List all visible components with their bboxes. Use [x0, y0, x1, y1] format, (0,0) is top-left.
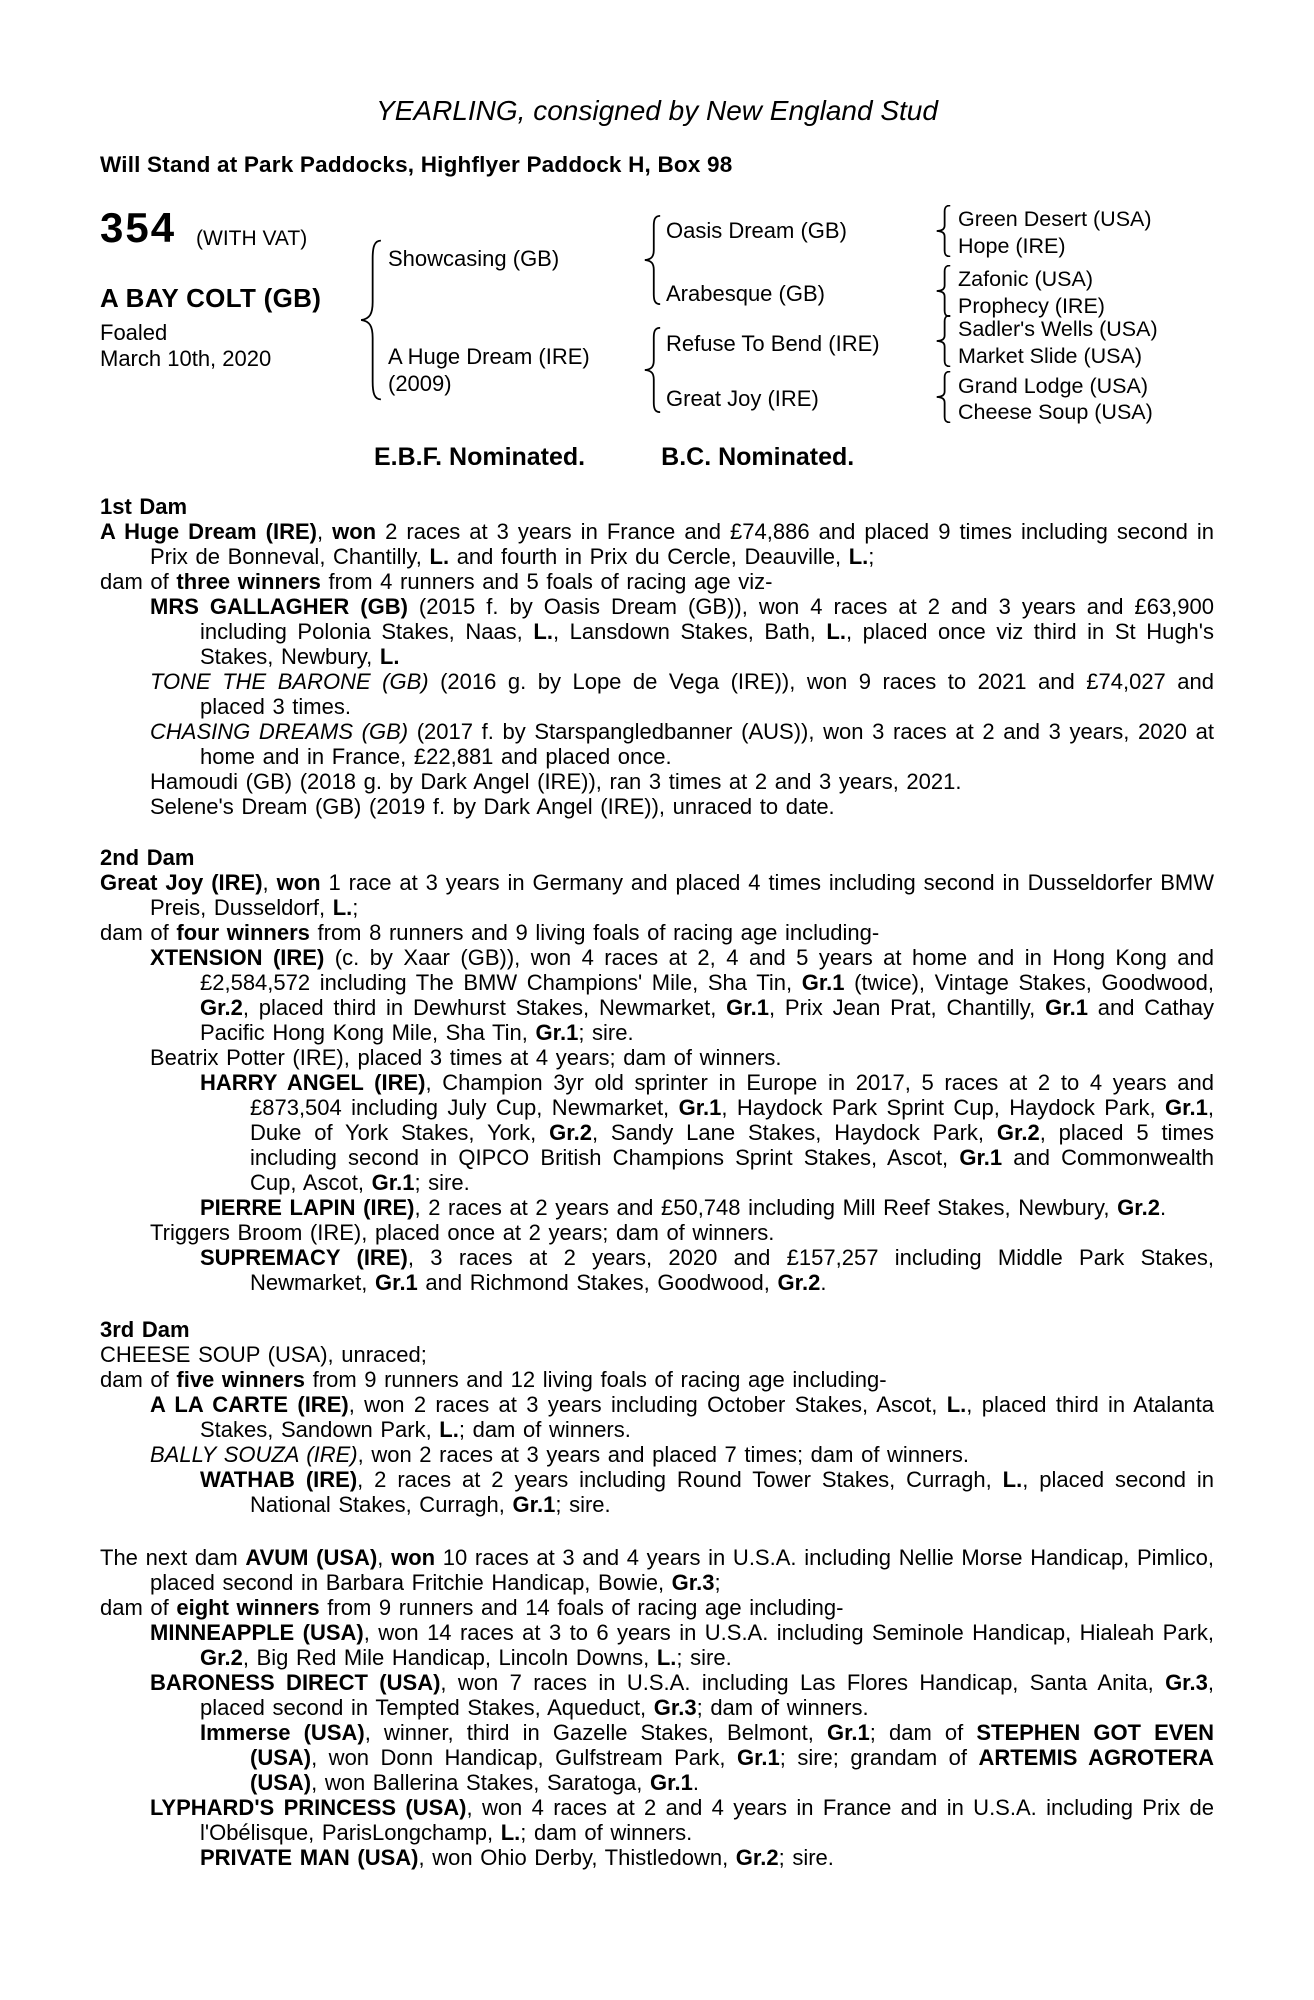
pedigree-paragraph: BALLY SOUZA (IRE), won 2 races at 3 years and placed 7 times; dam of winners. [150, 1442, 969, 1467]
section-heading: 2nd Dam [100, 845, 195, 870]
pedigree-paragraph: Immerse (USA), winner, third in Gazelle Stakes, Belmont, Gr.1; dam of STEPHEN GOT EVEN (USA), won Donn Handicap, Gulfstream Park, Gr.1; sire; grandam of ARTEMIS AGROTERA (USA), won Ballerina Stakes, Saratoga, Gr.1. [200, 1720, 1215, 1795]
pedigree-paragraph: HARRY ANGEL (IRE), Champion 3yr old sprinter in Europe in 2017, 5 races at 2 to 4 years and £873,504 including July Cup, Newmarket, Gr.1, Haydock Park Sprint Cup, Haydock Park, Gr.1, Duke of York Stakes, York, Gr.2, Sandy Lane Stakes, Haydock Park, Gr.2, placed 5 times including second in QIPCO British Champions Sprint Stakes, Ascot, Gr.1 and Commonwealth Cup, Ascot, Gr.1; sire. [200, 1070, 1215, 1195]
pedigree-great-grandsire: Grand Lodge (USA) [958, 374, 1149, 398]
pedigree-brace-icon [936, 265, 951, 317]
pedigree-paragraph: dam of eight winners from 9 runners and 14 foals of racing age including- [100, 1595, 844, 1620]
pedigree-paragraph: PRIVATE MAN (USA), won Ohio Derby, Thistledown, Gr.2; sire. [200, 1845, 834, 1870]
section-2nd-dam [100, 845, 1214, 1295]
vat-note: (WITH VAT) [196, 227, 308, 250]
pedigree-great-granddam: Hope (IRE) [958, 234, 1066, 258]
pedigree-sire-sire: Oasis Dream (GB) [666, 218, 847, 243]
foaled-date: March 10th, 2020 [100, 346, 272, 371]
pedigree-paragraph: dam of four winners from 8 runners and 9 living foals of racing age including- [100, 920, 880, 945]
section-heading: 3rd Dam [100, 1317, 190, 1342]
bc-nomination: B.C. Nominated. [661, 443, 855, 471]
pedigree-paragraph: Hamoudi (GB) (2018 g. by Dark Angel (IRE)), ran 3 times at 2 and 3 years, 2021. [150, 769, 962, 794]
pedigree-great-granddam: Prophecy (IRE) [958, 294, 1105, 318]
lot-description: A BAY COLT (GB) [100, 283, 322, 313]
pedigree-table [100, 203, 1214, 431]
pedigree-paragraph: Beatrix Potter (IRE), placed 3 times at 4 years; dam of winners. [150, 1045, 782, 1070]
pedigree-paragraph: Selene's Dream (GB) (2019 f. by Dark Angel (IRE)), unraced to date. [150, 794, 835, 819]
pedigree-brace-icon [644, 215, 661, 305]
pedigree-dam [388, 343, 590, 397]
pedigree-great-grandsire: Green Desert (USA) [958, 207, 1152, 231]
pedigree-paragraph: The next dam AVUM (USA), won 10 races at 3 and 4 years in U.S.A. including Nellie Morse Handicap, Pimlico, placed second in Barbara Fritchie Handicap, Bowie, Gr.3; [100, 1545, 1214, 1595]
page-title: YEARLING, consigned by New England Stud [376, 95, 938, 126]
catalogue-text [100, 494, 1214, 1870]
pedigree-paragraph: LYPHARD'S PRINCESS (USA), won 4 races at 2 and 4 years in France and in U.S.A. including Prix de l'Obélisque, ParisLongchamp, L.; dam of winners. [150, 1795, 1214, 1845]
pedigree-dam-name: A Huge Dream (IRE) [388, 344, 590, 369]
pedigree-brace-icon [936, 205, 951, 257]
pedigree-sire: Showcasing (GB) [388, 246, 560, 271]
pedigree-paragraph: dam of five winners from 9 runners and 12 living foals of racing age including- [100, 1367, 887, 1392]
pedigree-paragraph: Great Joy (IRE), won 1 race at 3 years in Germany and placed 4 times including second in Dusseldorfer BMW Preis, Dusseldorf, L.; [100, 870, 1214, 920]
section-heading: 1st Dam [100, 494, 188, 519]
pedigree-great-granddam: Market Slide (USA) [958, 344, 1142, 368]
pedigree-paragraph: WATHAB (IRE), 2 races at 2 years including Round Tower Stakes, Curragh, L., placed second in National Stakes, Curragh, Gr.1; sire. [200, 1467, 1214, 1517]
pedigree-paragraph: A Huge Dream (IRE), won 2 races at 3 years in France and £74,886 and placed 9 times including second in Prix de Bonneval, Chantilly, L. and fourth in Prix du Cercle, Deauville, L.; [100, 519, 1214, 569]
section-next-dam [100, 1545, 1214, 1870]
pedigree-paragraph: MRS GALLAGHER (GB) (2015 f. by Oasis Dream (GB)), won 4 races at 2 and 3 years and £63,900 including Polonia Stakes, Naas, L., Lansdown Stakes, Bath, L., placed once viz third in St Hugh's Stakes, Newbury, L. [150, 594, 1214, 669]
pedigree-paragraph: TONE THE BARONE (GB) (2016 g. by Lope de Vega (IRE)), won 9 races to 2021 and £74,027 and placed 3 times. [150, 669, 1214, 719]
pedigree-paragraph: CHASING DREAMS (GB) (2017 f. by Starspangledbanner (AUS)), won 3 races at 2 and 3 years, 2020 at home and in France, £22,881 and placed once. [150, 719, 1214, 769]
pedigree-dam-dam: Great Joy (IRE) [666, 386, 819, 411]
section-1st-dam [100, 494, 1214, 819]
stand-location: Will Stand at Park Paddocks, Highflyer Paddock H, Box 98 [100, 152, 733, 177]
pedigree-brace-icon [936, 315, 951, 367]
pedigree-paragraph: dam of three winners from 4 runners and 5 foals of racing age viz- [100, 569, 773, 594]
pedigree-brace-icon [360, 239, 382, 401]
pedigree-paragraph: CHEESE SOUP (USA), unraced; [100, 1342, 427, 1367]
section-3rd-dam [100, 1317, 1214, 1517]
pedigree-great-grandsire: Sadler's Wells (USA) [958, 317, 1158, 341]
pedigree-paragraph: XTENSION (IRE) (c. by Xaar (GB)), won 4 races at 2, 4 and 5 years at home and in Hong Kong and £2,584,572 including The BMW Champions' Mile, Sha Tin, Gr.1 (twice), Vintage Stakes, Goodwood, Gr.2, placed third in Dewhurst Stakes, Newmarket, Gr.1, Prix Jean Prat, Chantilly, Gr.1 and Cathay Pacific Hong Kong Mile, Sha Tin, Gr.1; sire. [150, 945, 1215, 1045]
pedigree-paragraph: PIERRE LAPIN (IRE), 2 races at 2 years and £50,748 including Mill Reef Stakes, Newbury, Gr.2. [200, 1195, 1167, 1220]
pedigree-paragraph: SUPREMACY (IRE), 3 races at 2 years, 2020 and £157,257 including Middle Park Stakes, Newmarket, Gr.1 and Richmond Stakes, Goodwood, Gr.2. [200, 1245, 1214, 1295]
pedigree-paragraph: MINNEAPPLE (USA), won 14 races at 3 to 6 years in U.S.A. including Seminole Handicap, Hialeah Park, Gr.2, Big Red Mile Handicap, Lincoln Downs, L.; sire. [150, 1620, 1215, 1670]
pedigree-great-grandsire: Zafonic (USA) [958, 267, 1094, 291]
pedigree-paragraph: A LA CARTE (IRE), won 2 races at 3 years including October Stakes, Ascot, L., placed third in Atalanta Stakes, Sandown Park, L.; dam of winners. [150, 1392, 1214, 1442]
pedigree-brace-icon [644, 327, 661, 413]
lot-number: 354 [100, 204, 177, 251]
nominations [100, 443, 1214, 472]
pedigree-paragraph: Triggers Broom (IRE), placed once at 2 years; dam of winners. [150, 1220, 775, 1245]
pedigree-paragraph: BARONESS DIRECT (USA), won 7 races in U.S.A. including Las Flores Handicap, Santa Anita, Gr.3, placed second in Tempted Stakes, Aqueduct, Gr.3; dam of winners. [150, 1670, 1214, 1720]
pedigree-brace-icon [936, 371, 951, 423]
pedigree-dam-sire: Refuse To Bend (IRE) [666, 331, 880, 356]
pedigree-dam-year: (2009) [388, 371, 452, 396]
pedigree-sire-dam: Arabesque (GB) [666, 281, 825, 306]
foaled-label: Foaled [100, 320, 168, 345]
ebf-nomination: E.B.F. Nominated. [374, 443, 586, 471]
pedigree-great-granddam: Cheese Soup (USA) [958, 400, 1153, 424]
